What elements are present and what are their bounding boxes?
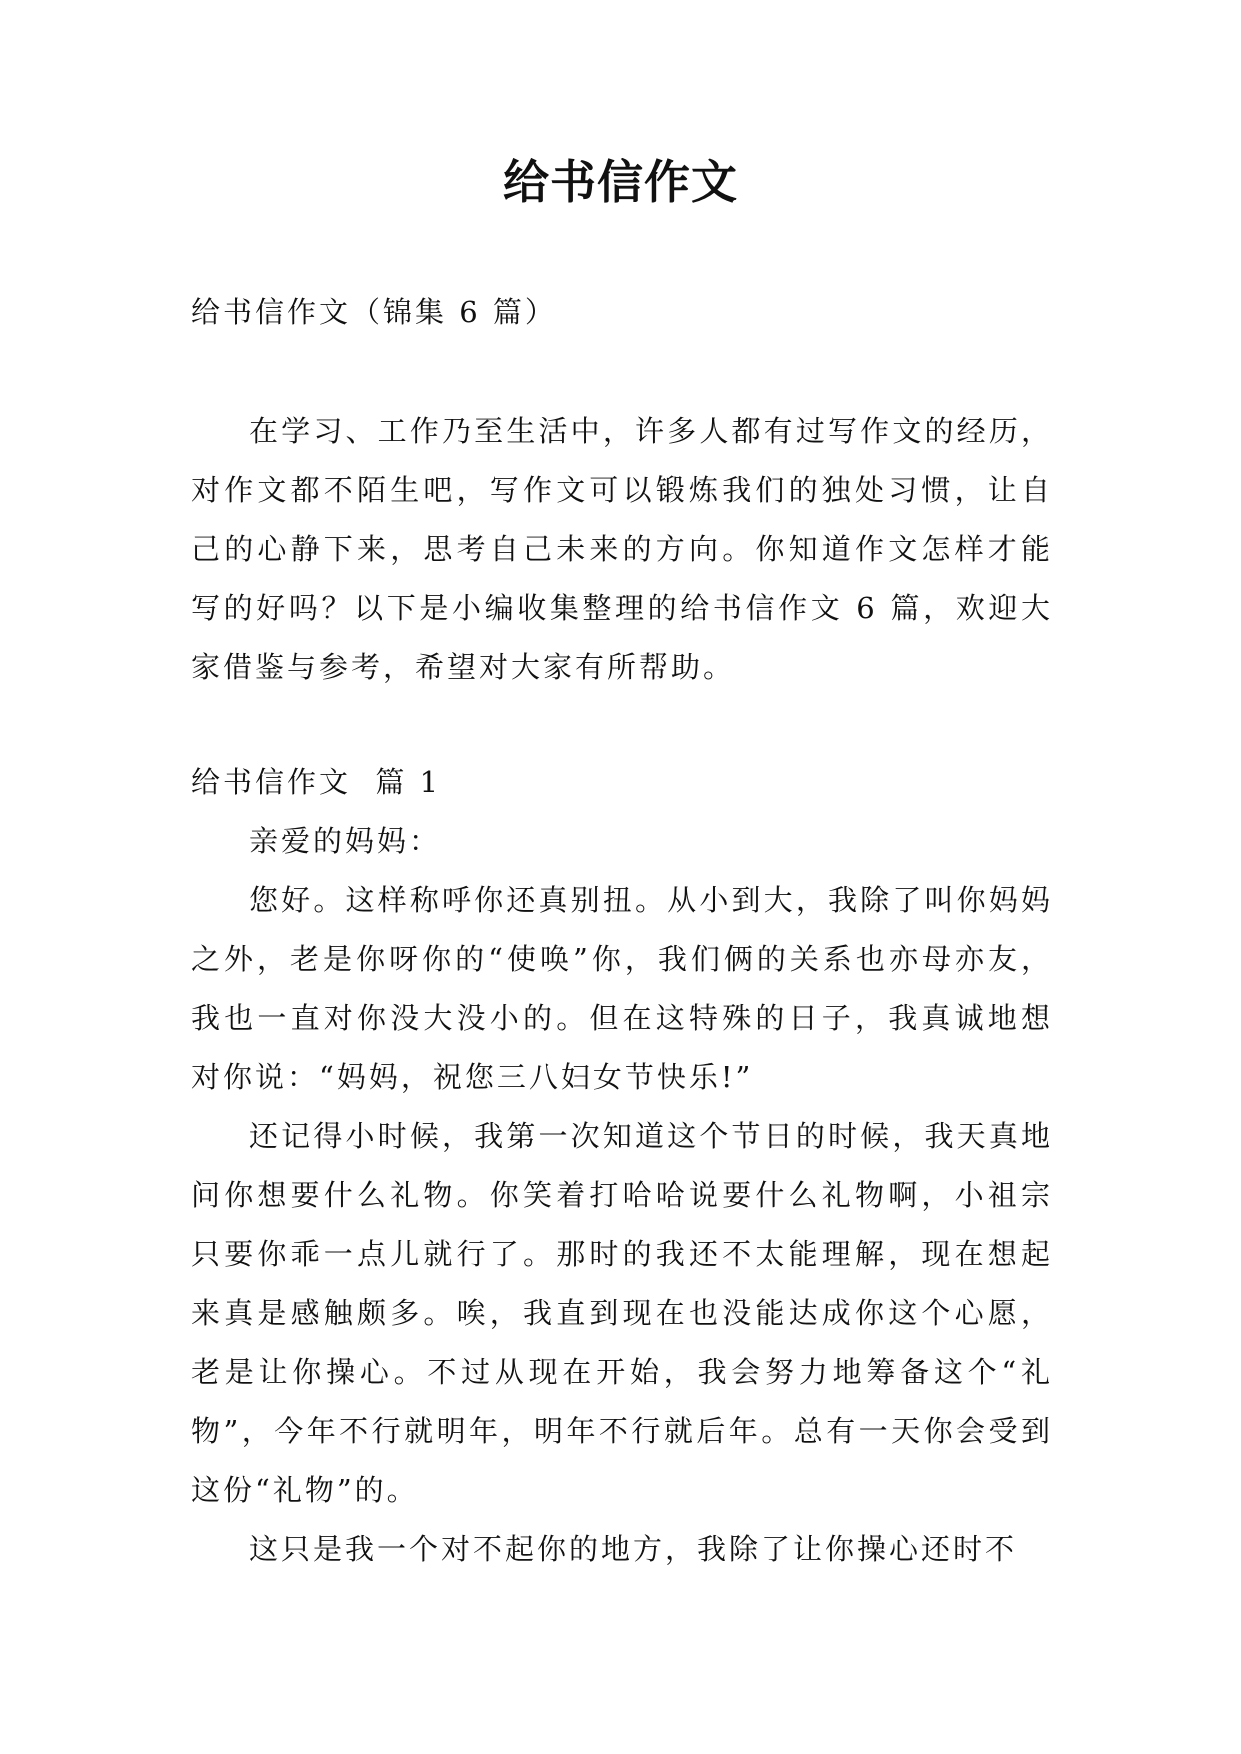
letter-paragraph-3: 这只是我一个对不起你的地方，我除了让你操心还时不 xyxy=(249,1532,1018,1566)
document-title: 给书信作文 xyxy=(503,155,738,209)
document-subtitle: 给书信作文（锦集 6 篇） xyxy=(191,295,557,329)
letter-paragraph-1: 您好。这样称呼你还真别扭。从小到大，我除了叫你妈妈之外，老是你呀你的“使唤”你，我们俩的关系也亦母亦友，我也一直对你没大没小的。但在这特殊的日子，我真诚地想对你说：“妈妈，祝您三八妇女节快乐!” xyxy=(191,883,1053,1094)
section-heading: 给书信作文 篇 1 xyxy=(191,765,442,799)
document-body xyxy=(191,402,1053,1579)
letter-salutation: 亲爱的妈妈： xyxy=(249,824,442,858)
intro-paragraph: 在学习、工作乃至生活中，许多人都有过写作文的经历，对作文都不陌生吧，写作文可以锻炼我们的独处习惯，让自己的心静下来，思考自己未来的方向。你知道作文怎样才能写的好吗？以下是小编收集整理的给书信作文 6 篇，欢迎大家借鉴与参考，希望对大家有所帮助。 xyxy=(191,414,1053,684)
letter-paragraph-2: 还记得小时候，我第一次知道这个节日的时候，我天真地问你想要什么礼物。你笑着打哈哈说要什么礼物啊，小祖宗只要你乖一点儿就行了。那时的我还不太能理解，现在想起来真是感触颇多。唉，我直到现在也没能达成你这个心愿，老是让你操心。不过从现在开始，我会努力地筹备这个“礼物”，今年不行就明年，明年不行就后年。总有一天你会受到这份“礼物”的。 xyxy=(191,1119,1053,1507)
paragraph-gap xyxy=(191,697,1053,753)
